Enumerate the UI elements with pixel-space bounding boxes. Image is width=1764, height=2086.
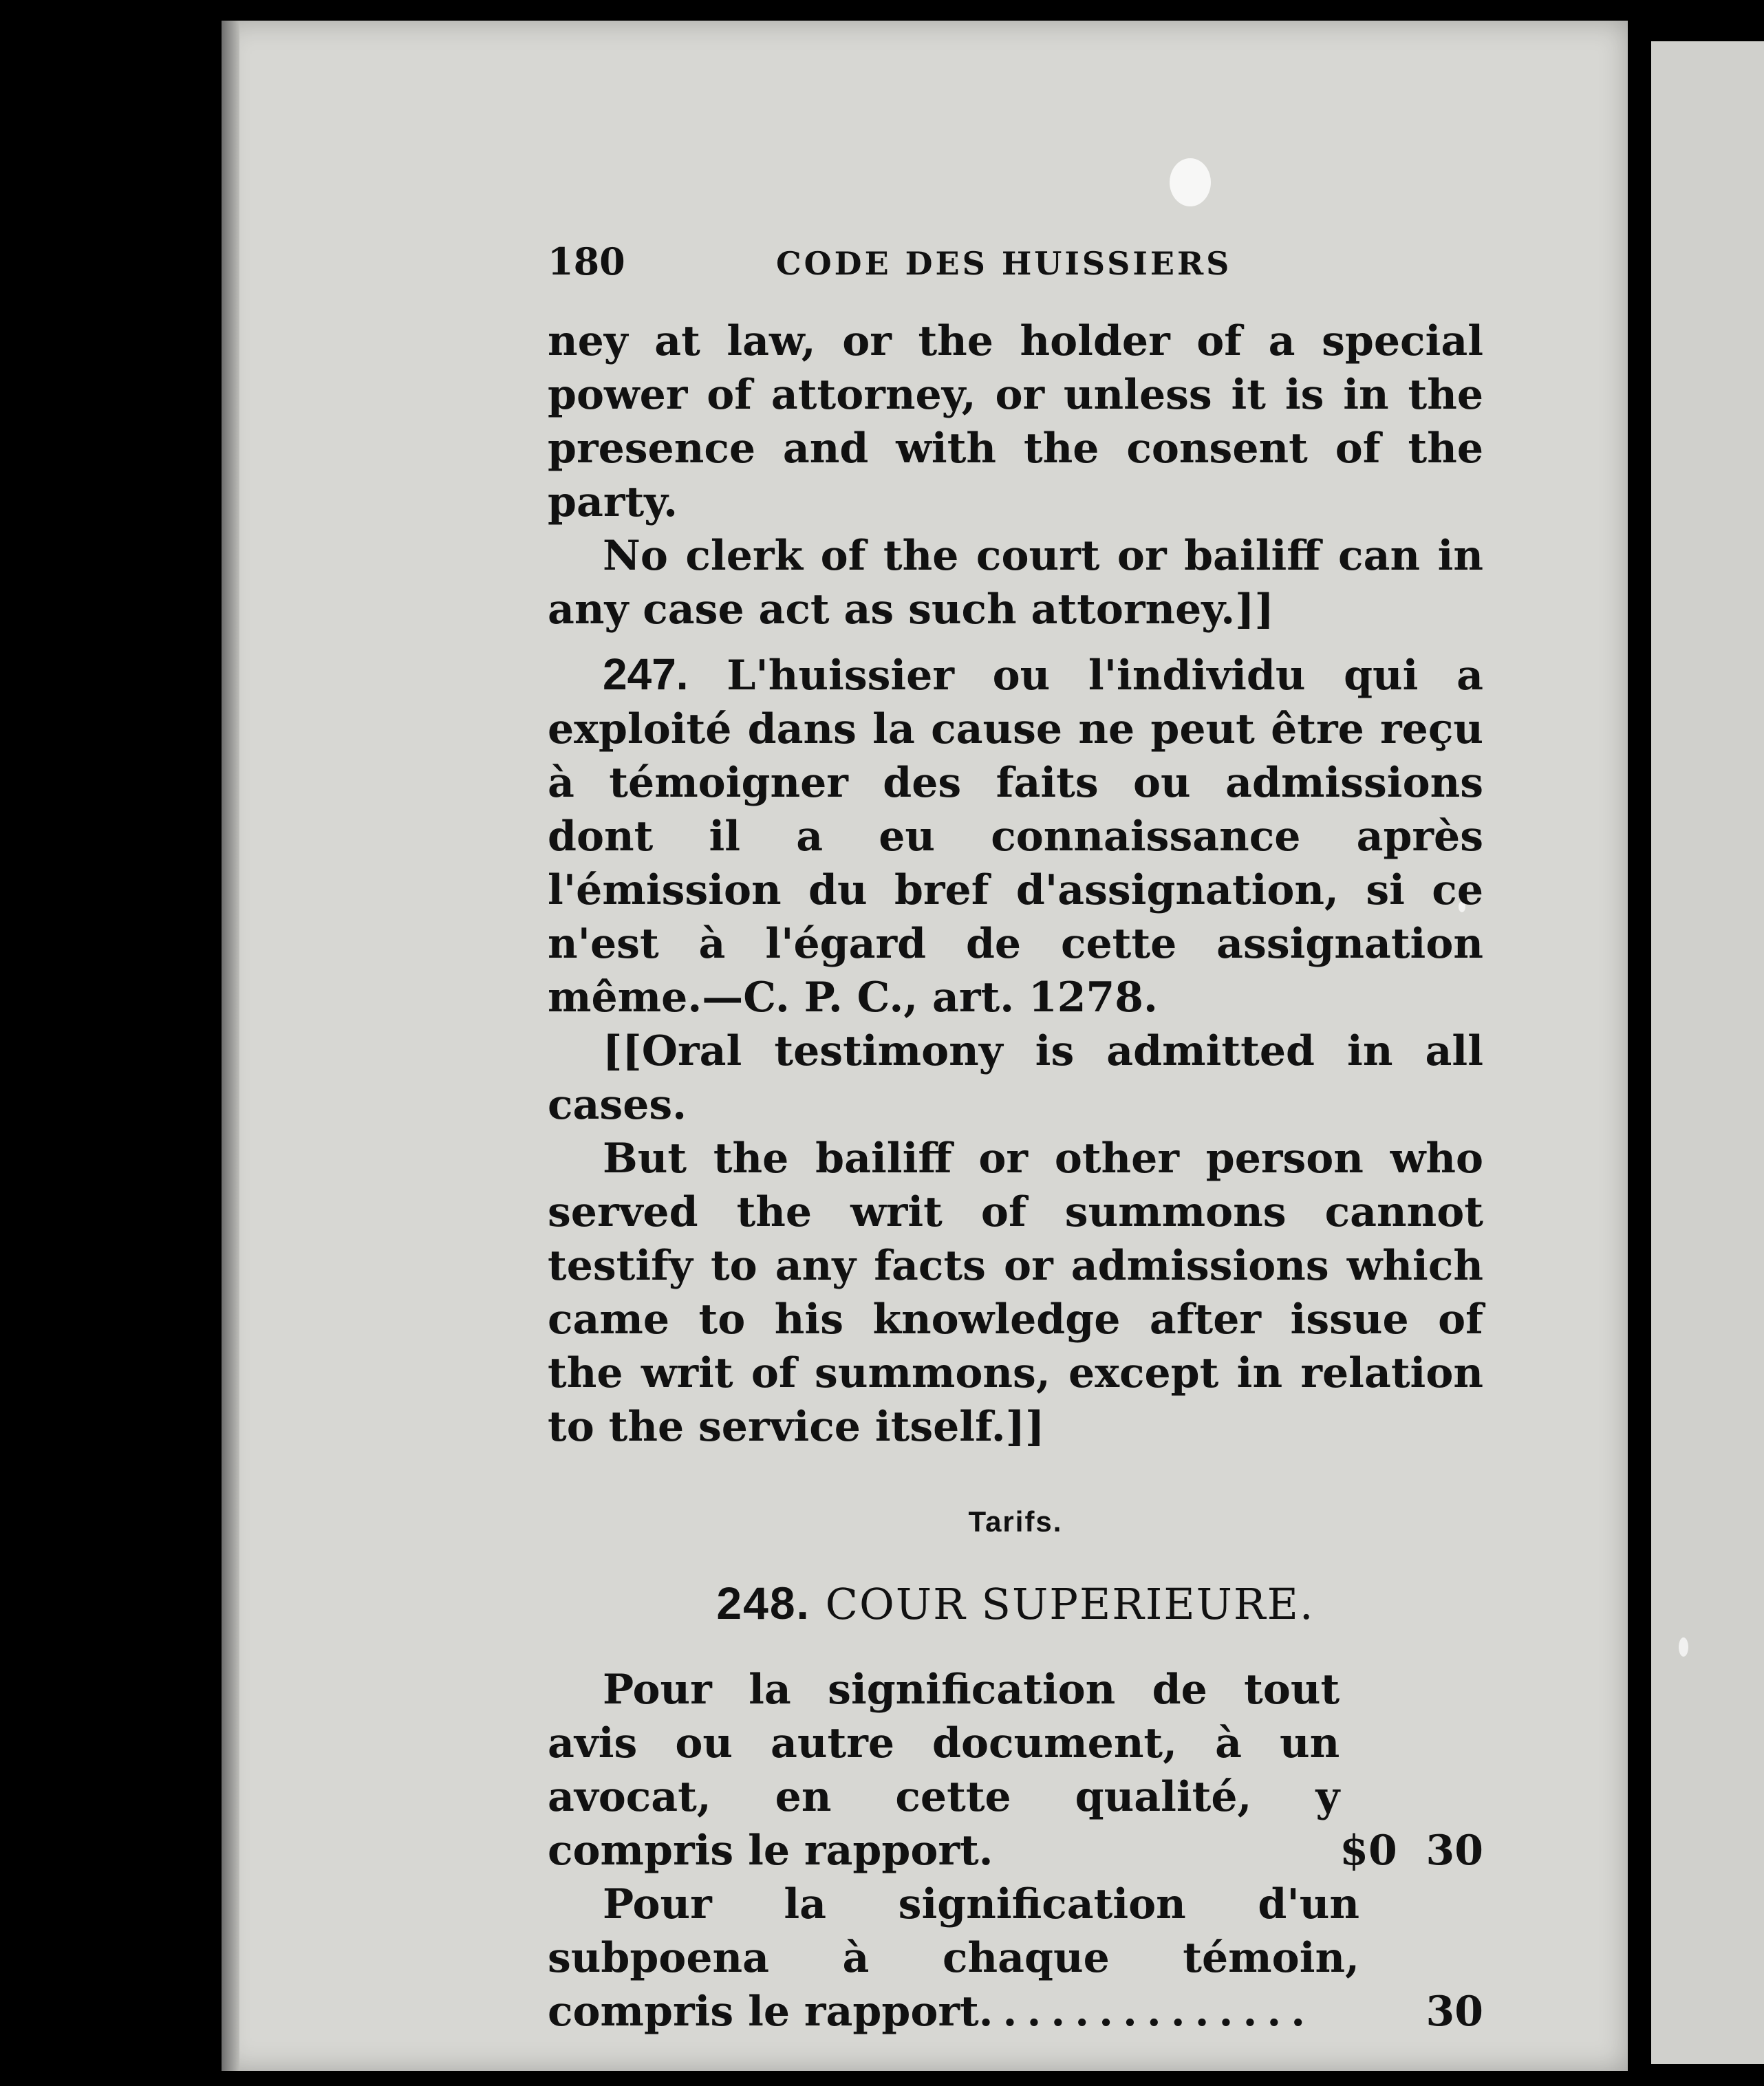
paragraph-clerk: No clerk of the court or bailiff can in any case act as such attorney.]]: [548, 532, 1483, 634]
page-edge-shadow: [222, 21, 239, 2071]
article-number-248: 248.: [716, 1578, 810, 1628]
page-number: 180: [548, 239, 625, 283]
fee-amount-avis: $0 30: [1340, 1827, 1483, 1875]
dust-speck: [1679, 1637, 1688, 1657]
paragraph-bailiff: But the bailiff or other person who served the writ of summons cannot testify to any facts or admissions which came to his knowledge after issue of the writ of summons, except in relation to the service itself.]]: [548, 1135, 1483, 1451]
paragraph-oral-testimony: [[Oral testimony is admitted in all cases.: [548, 1027, 1483, 1129]
running-head: [548, 241, 1483, 284]
fee-description-subpoena-text: Pour la signification d'un subpoena à chaque témoin, compris le rapport: [548, 1880, 1359, 2036]
fee-item-avis: [548, 1663, 1483, 1878]
dust-speck: [1170, 158, 1211, 206]
fee-description-subpoena: [548, 1878, 1359, 2039]
running-title: CODE DES HUISSIERS: [776, 245, 1232, 282]
fee-item-subpoena: [548, 1878, 1483, 2039]
article-number-247: 247.: [603, 649, 689, 699]
page-content: [548, 241, 1483, 2039]
fee-description-avis: Pour la signification de tout avis ou autre document, à un avocat, en cette qualité, y compris le rapport.: [548, 1666, 1340, 1875]
court-name: COUR SUPERIEURE.: [825, 1579, 1315, 1629]
fee-leader-dots: ..............: [978, 1988, 1315, 2036]
fee-amount-subpoena: 30: [1426, 1988, 1483, 2036]
article-247-text: L'huissier ou l'individu qui a exploité dans la cause ne peut être reçu à témoigner des faits ou admissions dont il a eu connaissance après l'émission du bref d'assignation, si ce n'est à l'égard de cette assignation même.—C. P. C., art. 1278.: [548, 652, 1484, 1022]
book-gutter: [1628, 0, 1651, 2086]
paragraph-continuation: ney at law, or the holder of a special power of attorney, or unless it is in the presence and with the consent of the party.: [548, 317, 1483, 526]
section-heading-tarifs: Tarifs.: [968, 1505, 1063, 1538]
facing-page-edge: [1651, 41, 1764, 2064]
article-248-heading: [548, 1576, 1483, 1631]
article-247: [548, 647, 1483, 1024]
